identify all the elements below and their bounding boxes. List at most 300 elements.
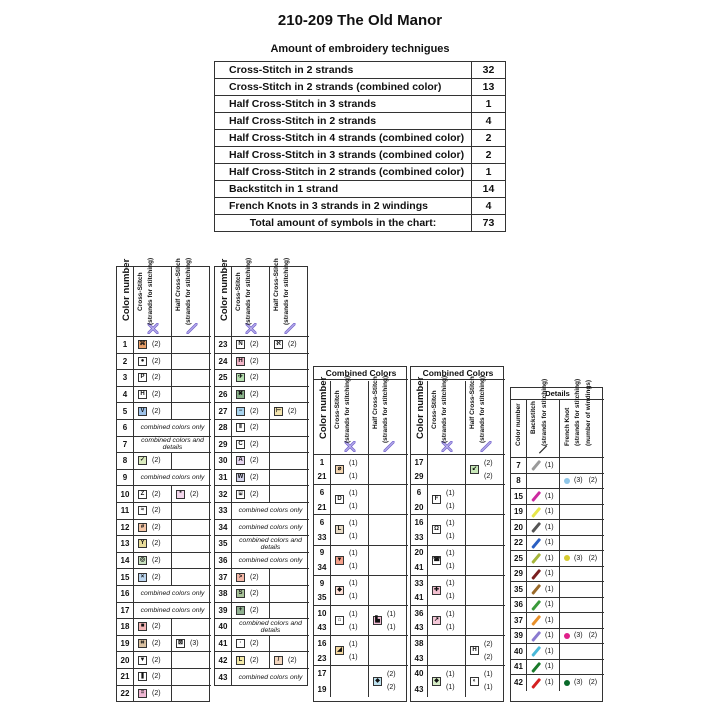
stitch-symbol-icon: P — [138, 373, 147, 382]
strand-count: (2) — [152, 540, 161, 548]
color-row — [215, 486, 309, 503]
color-number: 19 — [317, 684, 327, 694]
color-number: 25 — [511, 551, 527, 566]
half-cross-stitch-cell — [172, 503, 211, 519]
backstitch-line-icon — [531, 584, 541, 595]
cross-stitch-cell — [232, 420, 270, 436]
color-row — [117, 354, 211, 371]
half-cross-stitch-cell — [466, 485, 505, 514]
half-cross-stitch-cell — [270, 470, 309, 486]
strand-count: (2) — [288, 656, 297, 664]
half-cross-stitch-cell — [369, 636, 408, 665]
strand-count: (1) — [446, 563, 455, 571]
strand-count: (2) — [152, 374, 161, 382]
strand-pair — [387, 611, 396, 631]
stitch-symbol-icon: ■ — [138, 622, 147, 631]
cross-stitch-cell — [134, 486, 172, 502]
half-cross-stitch-cell — [466, 576, 505, 605]
cross-stitch-cell — [331, 636, 369, 665]
stitch-symbol-icon: · — [236, 639, 245, 648]
color-row — [117, 337, 211, 354]
strand-count: (1) — [349, 640, 358, 648]
color-row — [215, 503, 309, 520]
color-number: 40 — [511, 644, 527, 659]
french-knot-cell — [560, 536, 604, 551]
cross-stitch-cell — [232, 603, 270, 619]
strand-count: (1) — [387, 623, 396, 631]
half-cross-stitch-header-label: Half Cross-Stitch — [469, 376, 476, 429]
stitch-symbol-icon: Ω — [432, 525, 441, 534]
color-number: 38 — [414, 638, 424, 648]
technique-label: Half Cross-Stitch in 3 strands (combined color) — [215, 147, 472, 164]
backstitch-cell — [527, 629, 560, 644]
color-number: 34 — [215, 520, 232, 536]
strand-count: (2) — [484, 653, 493, 661]
stitch-symbol-icon: ✓ — [139, 457, 146, 464]
french-knot-cell — [560, 613, 604, 628]
stitch-symbol-icon: ⌺ — [236, 490, 245, 499]
half-cross-stitch-cell — [172, 553, 211, 569]
color-number-header-label: Color number — [219, 258, 230, 321]
color-number: 41 — [414, 593, 424, 603]
color-number: 17 — [117, 603, 134, 619]
stitch-symbol-icon: W — [237, 474, 244, 481]
strand-count: (2) — [288, 341, 297, 349]
cross-stitch-cell — [134, 520, 172, 536]
color-row — [215, 652, 309, 669]
half-cross-stitch-cell — [270, 387, 309, 403]
french-knot-dot-icon — [564, 555, 570, 561]
stitch-symbol-icon: ✚ — [433, 586, 440, 593]
color-number: 41 — [414, 562, 424, 572]
strand-count: (1) — [545, 679, 554, 687]
cross-stitch-header-label: (strands for stitching) — [344, 375, 351, 443]
half-cross-stitch-cell — [466, 515, 505, 544]
strand-count: (1) — [349, 502, 358, 510]
cross-stitch-header — [428, 375, 466, 454]
color-number: 13 — [117, 536, 134, 552]
color-number: 37 — [511, 613, 527, 628]
half-cross-stitch-header — [369, 375, 408, 454]
backstitch-cell — [527, 458, 560, 473]
strand-pair — [349, 520, 358, 540]
half-cross-stitch-cell — [270, 569, 309, 585]
detail-row — [511, 458, 604, 474]
cross-stitch-cell — [232, 387, 270, 403]
detail-row — [511, 520, 604, 536]
color-row — [117, 603, 211, 620]
french-knot-cell — [560, 598, 604, 613]
color-number-pair — [411, 455, 428, 484]
combined-note: combined colors only — [238, 557, 303, 565]
color-number: 36 — [414, 608, 424, 618]
strand-pair — [349, 490, 358, 510]
half-cross-stitch-cell — [172, 337, 211, 353]
cross-stitch-cell — [232, 403, 270, 419]
half-cross-stitch-header-label: Half Cross-Stitch — [372, 376, 379, 429]
color-row — [117, 437, 211, 454]
color-number: 43 — [414, 684, 424, 694]
half-cross-stitch-header-label: (strands for stitching) — [382, 375, 389, 443]
technique-count: 4 — [472, 198, 506, 215]
color-number: 8 — [117, 453, 134, 469]
strand-count: (1) — [545, 492, 554, 500]
stitch-symbol-icon: ❚ — [139, 673, 146, 680]
backstitch-cell — [527, 489, 560, 504]
color-number-pair — [411, 485, 428, 514]
color-number: 17 — [317, 669, 327, 679]
color-number: 22 — [117, 686, 134, 703]
stitch-symbol-icon: L — [335, 525, 344, 534]
stitch-symbol-icon: A — [236, 456, 245, 465]
color-row — [215, 636, 309, 653]
cross-stitch-cell — [134, 387, 172, 403]
strand-count: (1) — [446, 489, 455, 497]
stitch-symbol-icon: ▼ — [336, 556, 343, 563]
strand-count: (2) — [152, 357, 161, 365]
stitch-symbol-icon: Ⅱ — [236, 423, 245, 432]
strand-count: (3) — [574, 632, 583, 640]
color-number: 8 — [511, 474, 527, 489]
color-row — [117, 536, 211, 553]
half-cross-stitch-header-label: (strands for stitching) — [283, 257, 290, 325]
strand-count: (2) — [484, 640, 493, 648]
strand-count: (2) — [190, 490, 199, 498]
color-number: 23 — [215, 337, 232, 353]
backstitch-line-icon — [531, 491, 541, 502]
color-number: 42 — [511, 675, 527, 691]
strand-count: (2) — [387, 671, 396, 679]
technique-label: Half Cross-Stitch in 4 strands (combined color) — [215, 130, 472, 147]
color-number: 10 — [117, 486, 134, 502]
cross-stitch-cell — [331, 576, 369, 605]
half-cross-stitch-cell — [466, 606, 505, 635]
summary-row — [215, 79, 506, 96]
half-cross-stitch-cell — [172, 403, 211, 419]
french-knot-cell — [560, 474, 604, 489]
half-cross-stitch-cell — [172, 619, 211, 635]
strand-count: (2) — [152, 656, 161, 664]
french-knot-header-label: French Knot — [564, 407, 571, 446]
strand-count: (2) — [484, 459, 493, 467]
color-table-2 — [214, 257, 308, 686]
strand-count: (1) — [349, 532, 358, 540]
color-number: 35 — [511, 582, 527, 597]
detail-row — [511, 629, 604, 645]
combined-note: combined colors only — [238, 507, 303, 515]
color-number: 21 — [117, 669, 134, 685]
technique-label: Half Cross-Stitch in 2 strands (combined color) — [215, 164, 472, 181]
color-number: 23 — [317, 653, 327, 663]
color-number: 28 — [215, 420, 232, 436]
french-knot-header-label: (number of windings) — [585, 379, 592, 446]
strand-count: (2) — [250, 341, 259, 349]
summary-row — [215, 96, 506, 113]
stitch-symbol-icon: + — [236, 606, 245, 615]
color-number: 1 — [117, 337, 134, 353]
strand-pair — [484, 641, 493, 661]
stitch-symbol-icon: Y — [138, 539, 147, 548]
cross-stitch-cell — [232, 486, 270, 502]
french-knot-cell — [560, 629, 604, 644]
strand-count: (1) — [545, 663, 554, 671]
color-number: 9 — [319, 548, 325, 558]
combined-color-row — [314, 485, 408, 515]
detail-row — [511, 489, 604, 505]
strand-count: (2) — [152, 407, 161, 415]
color-number: 40 — [414, 669, 424, 679]
half-cross-stitch-header — [270, 257, 309, 336]
combined-note: combined colors only — [238, 673, 303, 681]
color-row — [117, 636, 211, 653]
stitch-symbol-icon: ↗ — [433, 617, 440, 624]
strand-count: (2) — [387, 684, 396, 692]
combined-note: combined colors only — [140, 474, 205, 482]
color-number-pair — [314, 636, 331, 665]
cross-stitch-cell — [134, 536, 172, 552]
half-cross-stitch-header — [172, 257, 211, 336]
backstitch-cell — [527, 551, 560, 566]
combined-color-row — [314, 636, 408, 666]
strand-count: (2) — [250, 357, 259, 365]
color-number: 38 — [215, 586, 232, 602]
french-knot-cell — [560, 551, 604, 566]
color-number-pair — [411, 666, 428, 696]
color-number: 4 — [117, 387, 134, 403]
strand-count: (2) — [152, 507, 161, 515]
page-title: 210-209 The Old Manor — [277, 12, 443, 29]
combined-color-row — [411, 546, 505, 576]
technique-summary-table — [214, 61, 506, 232]
strand-count: (1) — [446, 610, 455, 618]
french-knot-cell — [560, 675, 604, 691]
backstitch-cell — [527, 644, 560, 659]
detail-row — [511, 644, 604, 660]
strand-count: (1) — [545, 523, 554, 531]
color-number: 9 — [117, 470, 134, 486]
technique-count: 1 — [472, 164, 506, 181]
strand-count: (1) — [446, 671, 455, 679]
cross-stitch-header — [232, 257, 270, 336]
color-number: 14 — [117, 553, 134, 569]
half-cross-stitch-header-label: (strands for stitching) — [185, 257, 192, 325]
half-cross-stitch-cell — [172, 486, 211, 502]
backstitch-line-icon — [531, 460, 541, 471]
color-number-header-label: Color number — [121, 258, 132, 321]
color-number-header — [411, 376, 428, 454]
strand-count: (2) — [250, 606, 259, 614]
color-row — [215, 354, 309, 371]
half-cross-stitch-header-label: Half Cross-Stitch — [175, 258, 182, 311]
strand-count: (1) — [349, 610, 358, 618]
cross-stitch-cell — [134, 354, 172, 370]
strand-count: (1) — [545, 539, 554, 547]
technique-label: Backstitch in 1 strand — [215, 181, 472, 198]
color-number: 10 — [317, 608, 327, 618]
french-knot-dot-icon — [564, 633, 570, 639]
detail-row — [511, 582, 604, 598]
strand-count: (1) — [545, 585, 554, 593]
combined-note: combined colors and details — [239, 536, 302, 551]
color-number: 9 — [319, 578, 325, 588]
color-number: 35 — [215, 536, 232, 552]
strand-count: (1) — [349, 472, 358, 480]
color-row — [117, 453, 211, 470]
strand-count: (3) — [190, 640, 199, 648]
backstitch-line-icon — [531, 599, 541, 610]
winding-count: (2) — [588, 554, 598, 562]
strand-count: (1) — [349, 489, 358, 497]
half-cross-stitch-cell — [466, 455, 505, 484]
strand-count: (2) — [152, 573, 161, 581]
color-number: 7 — [117, 437, 134, 453]
color-number: 19 — [511, 505, 527, 520]
strand-count: (1) — [545, 632, 554, 640]
french-knot-cell — [560, 520, 604, 535]
strand-count: (3) — [574, 477, 583, 485]
color-row — [117, 619, 211, 636]
stitch-symbol-icon: ● — [138, 357, 147, 366]
backstitch-cell — [527, 474, 560, 489]
stitch-symbol-icon: H — [236, 357, 245, 366]
cross-stitch-header — [331, 375, 369, 454]
strand-count: (2) — [152, 391, 161, 399]
strand-count: (1) — [446, 623, 455, 631]
color-number: 36 — [511, 598, 527, 613]
cross-stitch-cell — [428, 576, 466, 605]
cross-stitch-cell — [428, 666, 466, 696]
column-header — [314, 375, 408, 455]
winding-count: (2) — [588, 632, 598, 640]
color-number-pair — [314, 576, 331, 605]
strand-count: (3) — [574, 554, 583, 562]
summary-row — [215, 181, 506, 198]
combined-note: combined colors and details — [141, 437, 204, 452]
stitch-symbol-icon: × — [138, 573, 147, 582]
strand-count: (1) — [349, 550, 358, 558]
color-number: 6 — [117, 420, 134, 436]
stitch-symbol-icon: ▙ — [373, 616, 382, 625]
cross-stitch-cell — [428, 546, 466, 575]
color-number-header — [314, 376, 331, 454]
backstitch-cell — [527, 582, 560, 597]
color-number-header — [511, 400, 527, 457]
backstitch-line-icon — [531, 522, 541, 533]
summary-total-row — [215, 215, 506, 232]
strand-count: (2) — [152, 690, 161, 698]
color-number: 43 — [414, 653, 424, 663]
technique-count: 32 — [472, 62, 506, 79]
half-cross-stitch-cell — [369, 666, 408, 696]
color-number-header-label: Color number — [515, 403, 522, 446]
total-count: 73 — [472, 215, 506, 232]
combined-color-row — [314, 606, 408, 636]
strand-count: (1) — [349, 593, 358, 601]
stitch-symbol-icon: ▼ — [139, 656, 146, 663]
cross-stitch-cell — [232, 470, 270, 486]
cross-stitch-header-label: (strands for stitching) — [245, 257, 252, 325]
backstitch-line-icon — [531, 553, 541, 564]
stitch-symbol-icon: Z — [138, 490, 147, 499]
detail-row — [511, 660, 604, 676]
stitch-symbol-icon: ◆ — [432, 677, 441, 686]
strand-count: (2) — [250, 573, 259, 581]
cross-stitch-cell — [232, 586, 270, 602]
color-row — [215, 387, 309, 404]
strand-count: (1) — [446, 550, 455, 558]
color-number: 30 — [215, 453, 232, 469]
combined-color-row — [411, 606, 505, 636]
cross-stitch-cell — [331, 666, 369, 696]
color-number: 20 — [117, 652, 134, 668]
strand-count: (2) — [250, 656, 259, 664]
cross-stitch-cell — [232, 437, 270, 453]
cross-stitch-cell — [331, 606, 369, 635]
color-number: 20 — [414, 548, 424, 558]
strand-count: (1) — [446, 532, 455, 540]
half-cross-stitch-cell — [270, 636, 309, 652]
half-cross-stitch-cell — [270, 437, 309, 453]
color-number: 24 — [215, 354, 232, 370]
strand-pair — [484, 460, 493, 480]
cross-stitch-cell — [232, 370, 270, 386]
cross-stitch-cell — [428, 606, 466, 635]
stitch-symbol-icon: C — [236, 440, 245, 449]
strand-pair — [446, 580, 455, 600]
strand-pair — [446, 520, 455, 540]
color-row — [215, 437, 309, 454]
technique-label: Cross-Stitch in 2 strands (combined color) — [215, 79, 472, 96]
color-row — [215, 553, 309, 570]
stitch-symbol-icon: ⌀ — [335, 465, 344, 474]
half-cross-stitch-cell — [172, 453, 211, 469]
color-row — [215, 603, 309, 620]
french-knot-cell — [560, 644, 604, 659]
strand-pair — [446, 671, 455, 691]
color-row — [215, 569, 309, 586]
cross-stitch-cell — [232, 453, 270, 469]
stitch-symbol-icon: ◐ — [470, 677, 479, 686]
backstitch-line-icon — [531, 537, 541, 548]
backstitch-cell — [527, 660, 560, 675]
half-cross-stitch-cell — [172, 686, 211, 703]
stitch-symbol-icon: ⌘ — [139, 341, 146, 348]
strand-count: (2) — [250, 374, 259, 382]
half-cross-stitch-cell — [369, 546, 408, 575]
color-number: 6 — [319, 518, 325, 528]
strand-count: (2) — [152, 523, 161, 531]
strand-count: (2) — [484, 472, 493, 480]
combined-color-row — [411, 576, 505, 606]
cross-stitch-cell — [331, 455, 369, 484]
strand-pair — [484, 671, 493, 691]
half-cross-stitch-cell — [270, 403, 309, 419]
color-number: 1 — [319, 457, 325, 467]
color-number-pair — [314, 546, 331, 575]
combined-note: combined colors only — [140, 590, 205, 598]
color-row — [215, 470, 309, 487]
color-number-pair — [314, 455, 331, 484]
color-number-header-label: Color number — [415, 376, 426, 439]
color-number: 41 — [215, 636, 232, 652]
color-row — [117, 486, 211, 503]
half-cross-stitch-cell — [270, 354, 309, 370]
stitch-symbol-icon: ✈ — [237, 374, 244, 381]
cross-stitch-cell — [134, 553, 172, 569]
detail-row — [511, 505, 604, 521]
color-number: 11 — [117, 503, 134, 519]
strand-pair — [349, 580, 358, 600]
